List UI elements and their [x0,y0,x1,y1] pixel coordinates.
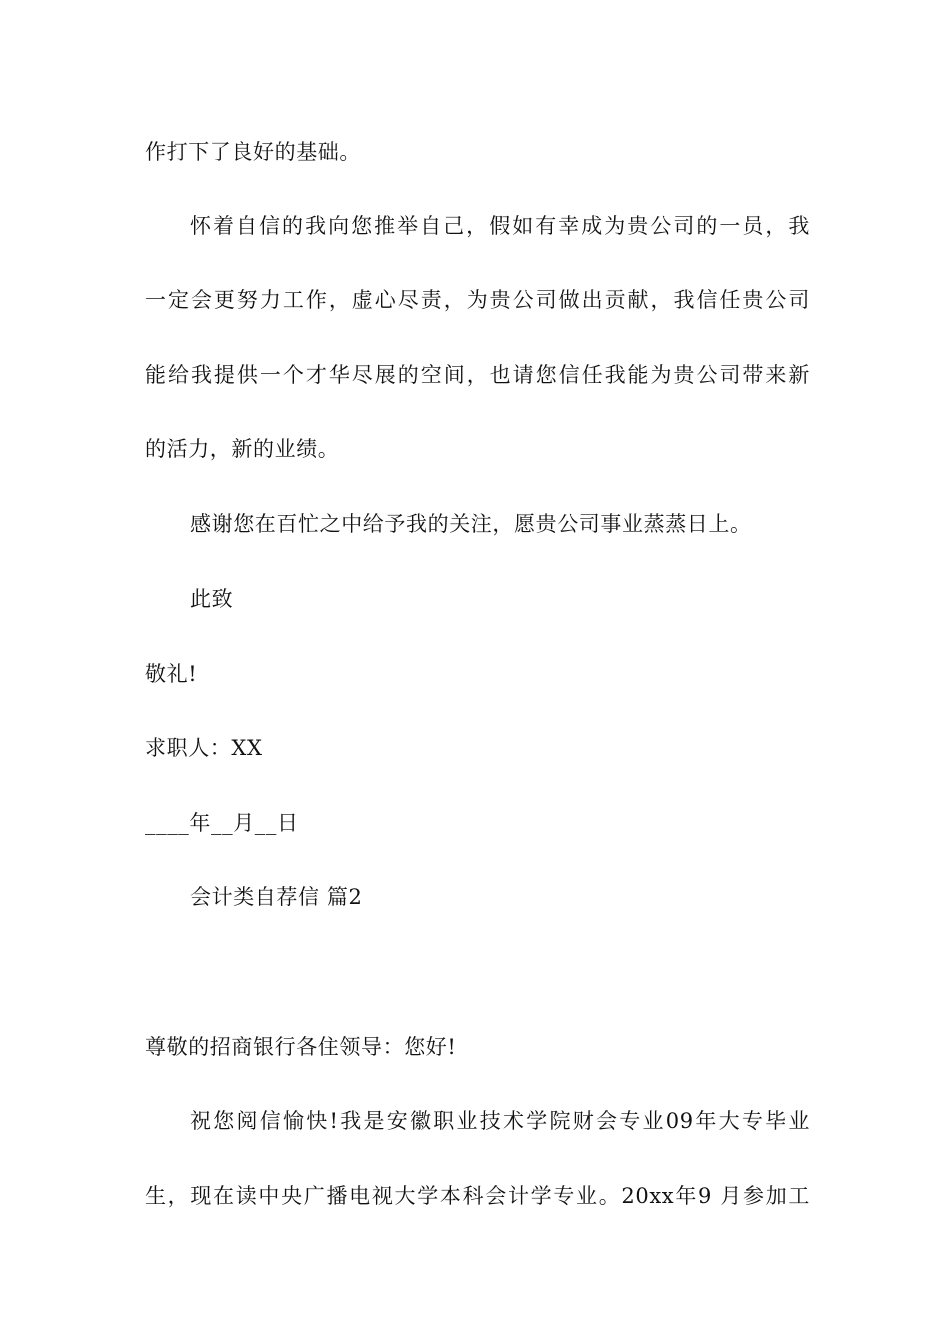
text-line: 能给我提供一个才华尽展的空间，也请您信任我能为贵公司带来新 [145,363,810,387]
text-line: 祝您阅信愉快!我是安徽职业技术学院财会专业09年大专毕业 [190,1109,810,1133]
text-line: 感谢您在百忙之中给予我的关注，愿贵公司事业蒸蒸日上。 [190,512,752,536]
signature-line: 求职人：XX [145,736,263,760]
text-line: 的活力，新的业绩。 [145,437,340,461]
date-line: ____年__月__日 [145,811,299,835]
text-line: 此致 [190,587,234,611]
salutation-line: 尊敬的招商银行各住领导：您好! [145,1035,457,1059]
section-heading: 会计类自荐信 篇2 [190,885,363,909]
text-line: 怀着自信的我向您推举自己，假如有幸成为贵公司的一员，我 [190,214,810,238]
text-line: 一定会更努力工作，虚心尽责，为贵公司做出贡献，我信任贵公司 [145,288,810,312]
text-line: 敬礼! [145,662,198,686]
text-line: 生，现在读中央广播电视大学本科会计学专业。20xx年9 月参加工 [145,1184,810,1208]
text-line: 作打下了良好的基础。 [145,140,361,164]
